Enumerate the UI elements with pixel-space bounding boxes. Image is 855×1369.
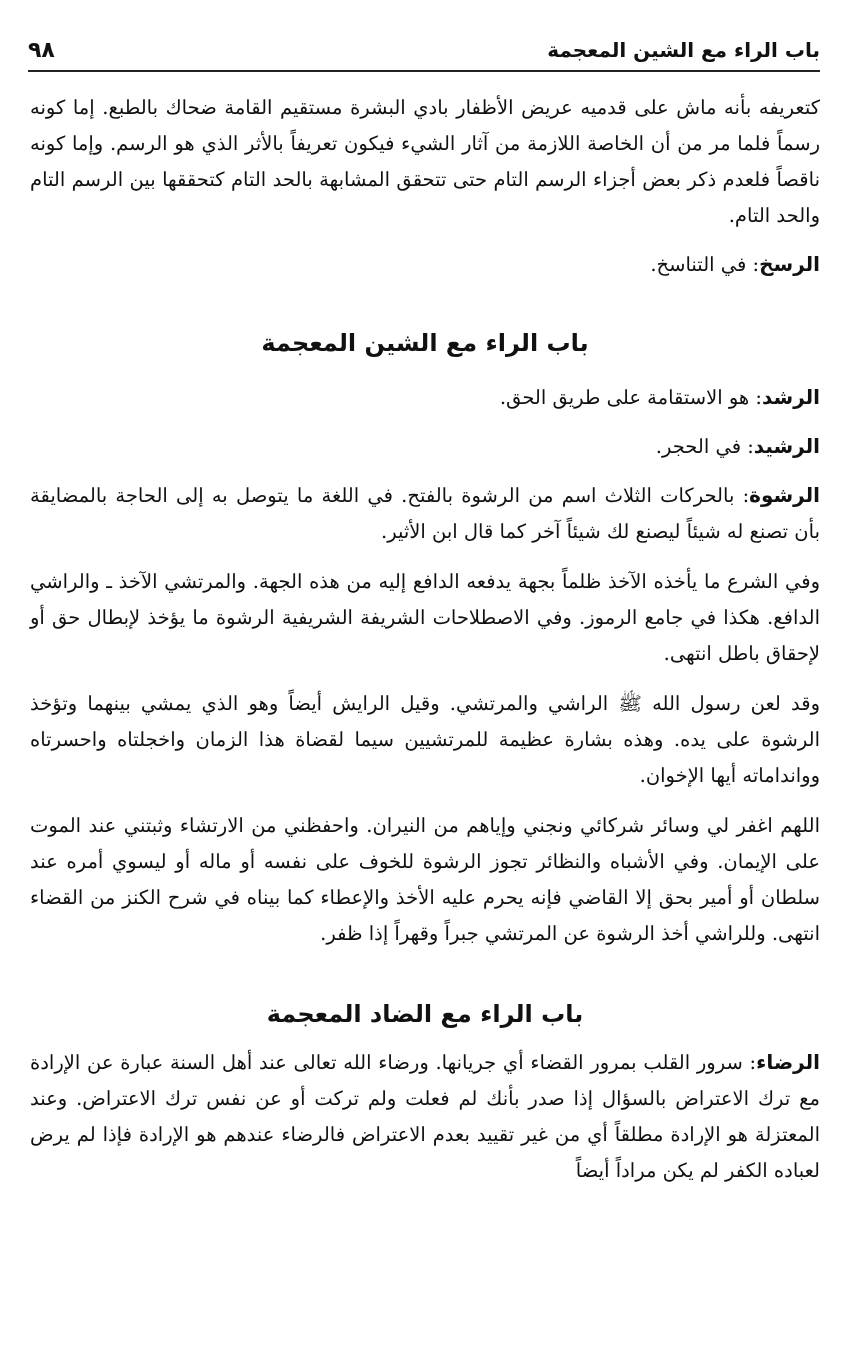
paragraph-dua: اللهم اغفر لي وسائر شركائي ونجني وإياهم من النيران. واحفظني من الارتشاء وثبتني عند الموت على الإيمان. وفي الأشباه والنظائر تجوز الرشوة للخوف على نفسه أو ماله أو ليسوي أمره عند سلطان أو أمير بحق إلا القاضي فإنه يحرم عليه الأخذ والإعطاء كما بيناه في شرح الكنز من القضاء انتهى. وللراشي أخذ الرشوة عن المرتشي جبراً وقهراً إذا ظفر.: [30, 814, 820, 945]
entry-rishwa: [30, 477, 820, 550]
entry-raskh: [30, 246, 820, 283]
running-title: باب الراء مع الشين المعجمة: [547, 38, 820, 62]
section-heading-dad: باب الراء مع الضاد المعجمة: [266, 1000, 584, 1028]
definition-rida: : سرور القلب بمرور القضاء أي جريانها. ورضاء الله تعالى عند أهل السنة عبارة عن الإرادة مع ترك الاعتراض بالسؤال إذا صدر بأنك لم فعلت ولم تركت أو عن نفس ترك الاعتراض. وعند المعتزلة هو الإرادة مطلقاً أي من غير تقييد بعدم الاعتراض فالرضاء عندهم هو الإرادة فإذا لم يرض لعباده الكفر لم يكن مراداً أيضاً: [30, 1051, 820, 1182]
term-rushd: الرشد: [761, 385, 820, 409]
definition-raskh: : في التناسخ.: [650, 253, 760, 276]
term-rida: الرضاء: [756, 1050, 820, 1074]
definition-rashid: : في الحجر.: [655, 435, 754, 458]
entry-rushd: [30, 379, 820, 416]
page-body: [30, 90, 820, 1189]
term-raskh: الرسخ: [759, 252, 820, 276]
term-rashid: الرشيد: [753, 434, 820, 458]
page-header: [28, 30, 820, 72]
definition-rishwa: : بالحركات الثلاث اسم من الرشوة بالفتح. في اللغة ما يتوصل به إلى الحاجة بالمضايقة بأن تصنع له شيئاً ليصنع لك شيئاً آخر كما قال ابن الأثير.: [30, 484, 820, 543]
paragraph-shar: وفي الشرع ما يأخذه الآخذ ظلماً بجهة يدفعه الدافع إليه من هذه الجهة. والمرتشي الآخذ ـ والراشي الدافع. هكذا في جامع الرموز. وفي الاصطلاحات الشريفة الشريفية الرشوة ما يؤخذ لإبطال حق أو لإحقاق باطل انتهى.: [30, 570, 820, 665]
term-rishwa: الرشوة: [749, 483, 820, 507]
entry-rashid: [30, 428, 820, 465]
paragraph-laan: وقد لعن رسول الله ﷺ الراشي والمرتشي. وقيل الرايش أيضاً وهو الذي يمشي بينهما وتؤخذ الرشوة على يده. وهذه بشارة عظيمة للمرتشيين سيما لقضاة هذا الزمان واخجلتاه واحسرتاه ووانداماته أيها الإخوان.: [30, 692, 820, 787]
page-number: ٩٨: [28, 37, 55, 63]
section-heading-shin: باب الراء مع الشين المعجمة: [261, 329, 589, 357]
entry-rida: [30, 1044, 820, 1189]
definition-rushd: : هو الاستقامة على طريق الحق.: [499, 386, 762, 409]
intro-paragraph: كتعريفه بأنه ماش على قدميه عريض الأظفار بادي البشرة مستقيم القامة ضحاك بالطبع. إما كونه رسماً فلما مر من أن الخاصة اللازمة من آثار الشيء فيكون تعريفاً بالأثر الذي هو الرسم. وإما كونه ناقصاً فلعدم ذكر بعض أجزاء الرسم التام حتى تتحقق المشابهة بالحد التام كتحققها بين الرسم التام والحد التام.: [30, 96, 820, 227]
